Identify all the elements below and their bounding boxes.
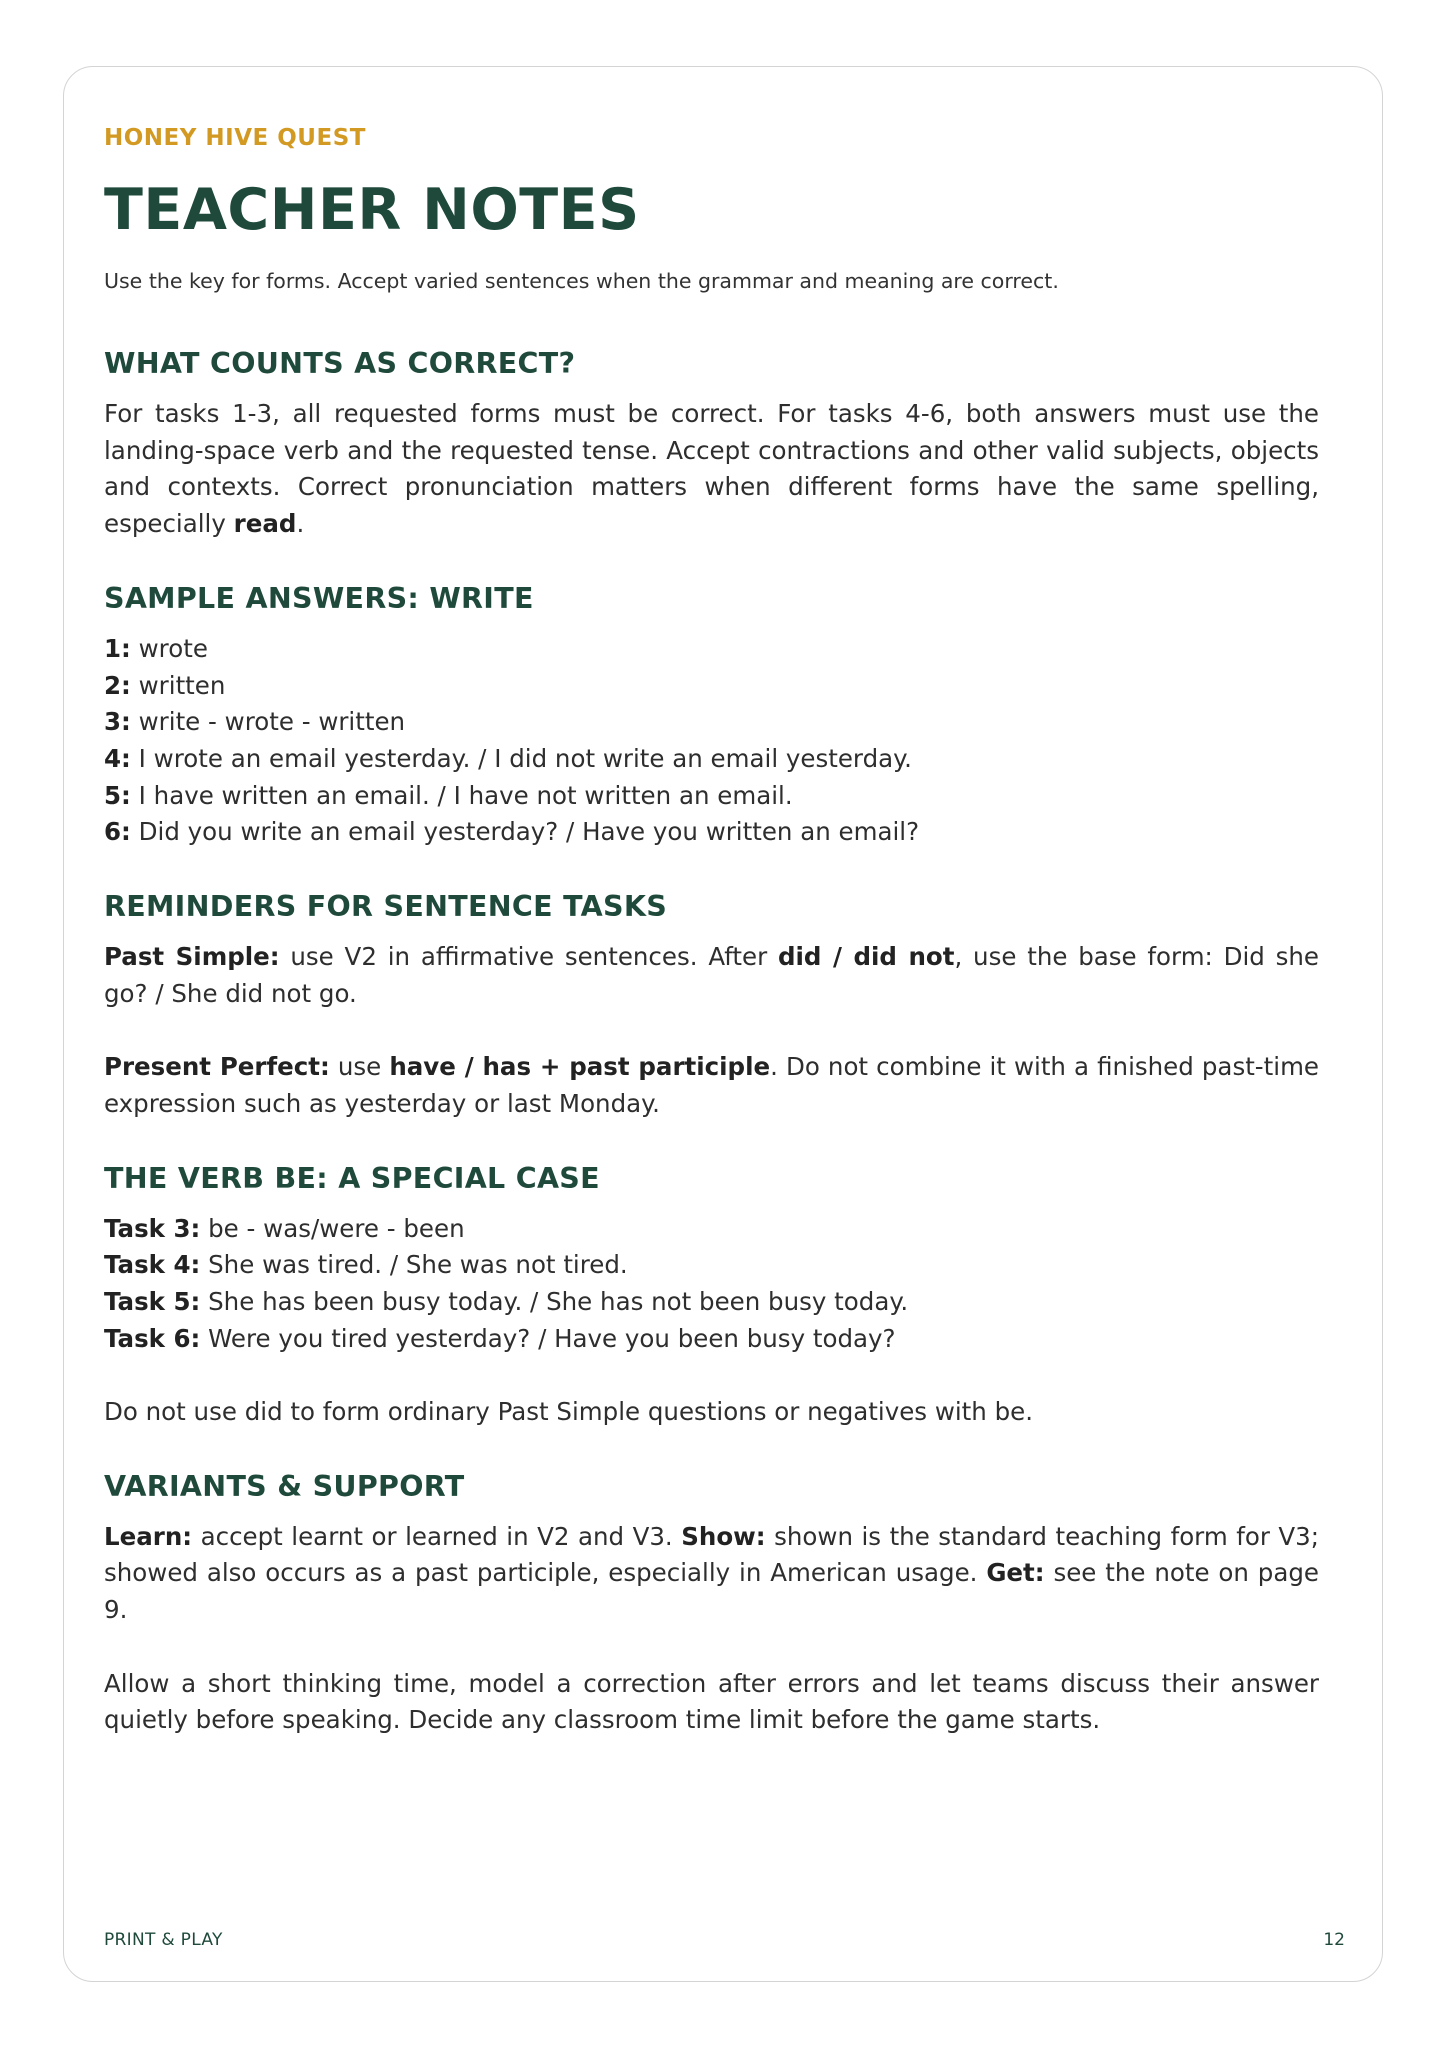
section-heading: REMINDERS FOR SENTENCE TASKS xyxy=(104,890,668,924)
footer-label: PRINT & PLAY xyxy=(104,1930,223,1950)
list-item: 5: I have written an email. / I have not written an email. xyxy=(104,780,793,810)
section-heading: WHAT COUNTS AS CORRECT? xyxy=(104,347,576,380)
list-item: 3: write - wrote - written xyxy=(104,707,406,737)
section-heading: THE VERB BE: A SPECIAL CASE xyxy=(104,1161,600,1195)
sample-answers-list xyxy=(104,631,1319,851)
section-heading: SAMPLE ANSWERS: WRITE xyxy=(104,581,534,615)
what-counts-paragraph: For tasks 1-3, all requested forms must be correct. For tasks 4-6, both answers must use the landing-space verb and the requested tense. Accept contractions and other valid subjects, objects and contexts. Correct pronunciation matters when different forms have the same spelling, especially read. xyxy=(104,399,1319,539)
game-kicker: HONEY HIVE QUEST xyxy=(104,125,366,151)
section-what-counts xyxy=(104,346,1319,543)
list-item: 4: I wrote an email yesterday. / I did not write an email yesterday. xyxy=(104,743,912,773)
verb-be-list xyxy=(104,1211,1319,1358)
page-subtitle: Use the key for forms. Accept varied sentences when the grammar and meaning are correct. xyxy=(104,269,1059,293)
list-item: Task 6: Were you tired yesterday? / Have you been busy today? xyxy=(104,1323,896,1353)
list-item: Task 3: be - was/were - been xyxy=(104,1213,465,1243)
section-sample-answers xyxy=(104,581,1319,851)
list-item: 6: Did you write an email yesterday? / Have you written an email? xyxy=(104,817,920,847)
section-reminders xyxy=(104,889,1319,1123)
verb-be-note: Do not use did to form ordinary Past Simple questions or negatives with be. xyxy=(104,1397,1034,1427)
list-item: 1: wrote xyxy=(104,633,208,663)
section-verb-be xyxy=(104,1161,1319,1431)
page-number: 12 xyxy=(1323,1930,1345,1950)
list-item: 2: written xyxy=(104,670,226,700)
bold-read: read xyxy=(233,509,297,539)
section-variants xyxy=(104,1469,1319,1739)
section-heading: VARIANTS & SUPPORT xyxy=(104,1469,465,1503)
present-perfect-paragraph: Present Perfect: use have / has + past participle. Do not combine it with a finished past-time expression such as yesterday or last Monday. xyxy=(104,1052,1320,1118)
page-title: TEACHER NOTES xyxy=(104,177,640,243)
page-content xyxy=(104,124,1319,1739)
past-simple-paragraph: Past Simple: use V2 in affirmative sentences. After did / did not, use the base form: Did she go? / She did not go. xyxy=(104,942,1319,1008)
list-item: Task 4: She was tired. / She was not tired. xyxy=(104,1250,628,1280)
list-item: Task 5: She has been busy today. / She has not been busy today. xyxy=(104,1286,909,1316)
variants-paragraph: Learn: accept learnt or learned in V2 and V3. Show: shown is the standard teaching form for V3; showed also occurs as a past participle, especially in American usage. Get: see the note on page 9. xyxy=(104,1521,1320,1625)
support-paragraph: Allow a short thinking time, model a correction after errors and let teams discuss their answer quietly before speaking. Decide any classroom time limit before the game starts. xyxy=(104,1668,1319,1735)
